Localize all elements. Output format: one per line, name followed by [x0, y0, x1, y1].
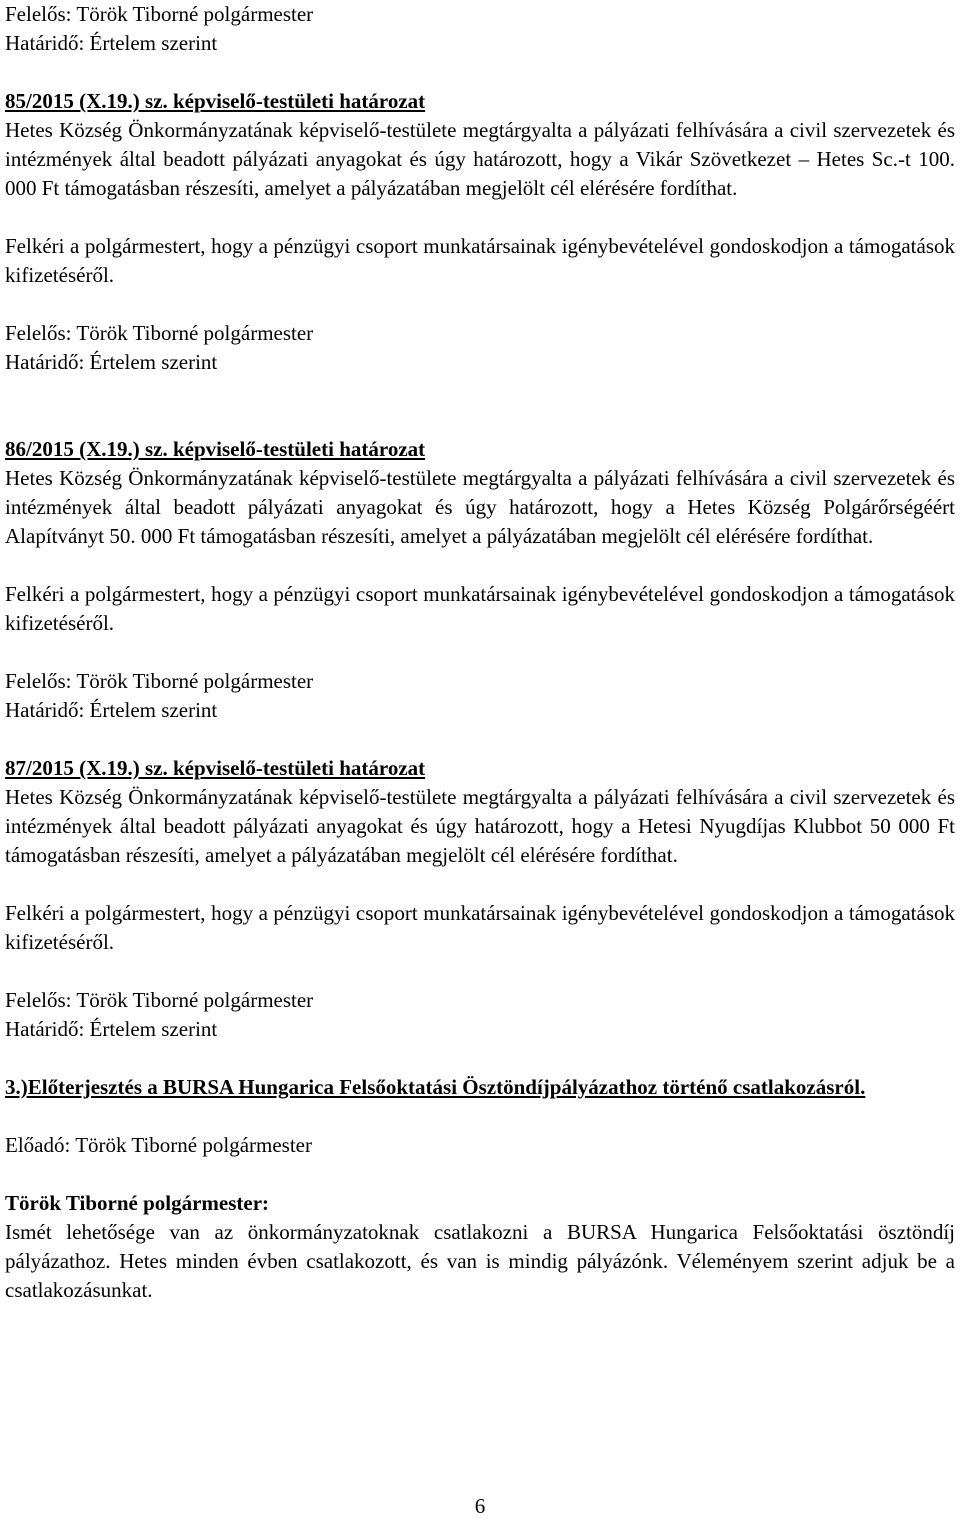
spacer [5, 58, 955, 87]
resolution-responsible: Felelős: Török Tiborné polgármester [5, 321, 314, 345]
spacer [5, 406, 955, 435]
resolution-number: 85/2015 (X.19.) sz. képviselő-testületi határozat [5, 89, 426, 113]
page-number: 6 [474, 1494, 486, 1518]
resolution-body: Hetes Község Önkormányzatának képviselő-testülete megtárgyalta a pályázati felhívására a civil szervezetek és intézmények által beadott pályázati anyagokat és úgy határozott, hogy a Hetesi Nyugdíjas Klubbot 50 000 Ft támogatásban részesíti, amelyet a pályázatában megjelölt cél elérésére fordíthat. [5, 785, 955, 867]
agenda-item-presenter: Előadó: Török Tiborné polgármester [5, 1133, 312, 1157]
top-deadline: Határidő: Értelem szerint [5, 31, 218, 55]
resolution-86 [5, 435, 955, 754]
resolution-request: Felkéri a polgármestert, hogy a pénzügyi csoport munkatársainak igénybevételével gondoskodjon a támogatások kifizetéséről. [5, 901, 955, 954]
agenda-item-title: 3.)Előterjesztés a BURSA Hungarica Felsőoktatási Ösztöndíjpályázathoz történő csatlakozásról. [5, 1075, 866, 1099]
resolution-body: Hetes Község Önkormányzatának képviselő-testülete megtárgyalta a pályázati felhívására a civil szervezetek és intézmények által beadott pályázati anyagokat és úgy határozott, hogy a Hetes Község Polgárőrségéért Alapítványt 50. 000 Ft támogatásban részesíti, amelyet a pályázatában megjelölt cél elérésére fordíthat. [5, 466, 955, 548]
spacer [5, 1044, 955, 1073]
document-page [5, 0, 955, 1305]
resolution-deadline: Határidő: Értelem szerint [5, 350, 218, 374]
resolution-deadline: Határidő: Értelem szerint [5, 1017, 218, 1041]
spacer [5, 1160, 955, 1189]
resolution-deadline: Határidő: Értelem szerint [5, 698, 218, 722]
resolution-85 [5, 87, 955, 435]
resolution-request: Felkéri a polgármestert, hogy a pénzügyi csoport munkatársainak igénybevételével gondoskodjon a támogatások kifizetéséről. [5, 582, 955, 635]
resolution-number: 87/2015 (X.19.) sz. képviselő-testületi határozat [5, 756, 426, 780]
resolution-87 [5, 754, 955, 1073]
spacer [5, 957, 955, 986]
top-responsible: Felelős: Török Tiborné polgármester [5, 2, 314, 26]
resolution-responsible: Felelős: Török Tiborné polgármester [5, 988, 314, 1012]
spacer [5, 203, 955, 232]
resolution-number: 86/2015 (X.19.) sz. képviselő-testületi határozat [5, 437, 426, 461]
speaker-name: Török Tiborné polgármester: [5, 1191, 270, 1215]
spacer [5, 290, 955, 319]
agenda-item-3 [5, 1073, 955, 1305]
spacer [5, 1102, 955, 1131]
resolution-body: Hetes Község Önkormányzatának képviselő-testülete megtárgyalta a pályázati felhívására a civil szervezetek és intézmények által beadott pályázati anyagokat és úgy határozott, hogy a Vikár Szövetkezet – Hetes Sc.-t 100. 000 Ft támogatásban részesíti, amelyet a pályázatában megjelölt cél elérésére fordíthat. [5, 118, 955, 200]
spacer [5, 638, 955, 667]
spacer [5, 870, 955, 899]
resolution-request: Felkéri a polgármestert, hogy a pénzügyi csoport munkatársainak igénybevételével gondoskodjon a támogatások kifizetéséről. [5, 234, 955, 287]
speaker-speech: Ismét lehetősége van az önkormányzatoknak csatlakozni a BURSA Hungarica Felsőoktatási ösztöndíj pályázathoz. Hetes minden évben csatlakozott, és van is mindig pályázónk. Véleményem szerint adjuk be a csatlakozásunkat. [5, 1220, 955, 1302]
spacer [5, 551, 955, 580]
resolution-responsible: Felelős: Török Tiborné polgármester [5, 669, 314, 693]
spacer [5, 725, 955, 754]
spacer [5, 377, 955, 406]
